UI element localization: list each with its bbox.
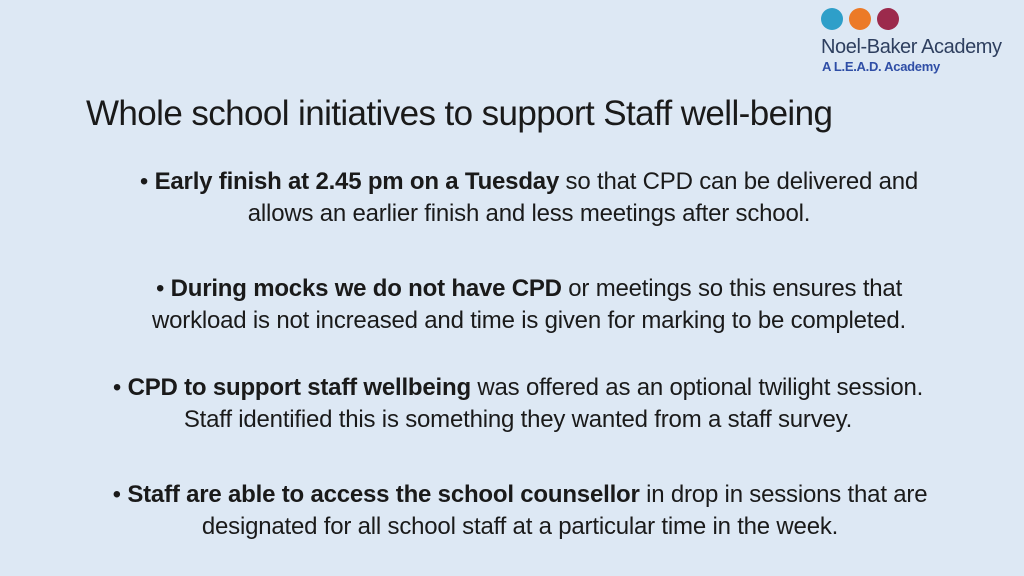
bullet-text: so that CPD can be delivered and: [559, 168, 919, 195]
logo-academy-name: Noel-Baker Academy: [821, 36, 1002, 58]
academy-logo: [820, 8, 1020, 78]
bullet-line-1: • During mocks we do not have CPD or meetings so this ensures that: [155, 275, 903, 302]
logo-dot-maroon: [877, 8, 899, 30]
bullet-mocks-no-cpd: [84, 273, 974, 337]
bullet-school-counsellor: [60, 479, 980, 543]
bullet-line-2: designated for all school staff at a particular time in the week.: [201, 513, 839, 540]
bullet-bold-text: During mocks we do not have CPD: [170, 275, 562, 302]
logo-tagline: A L.E.A.D. Academy: [822, 59, 940, 74]
logo-dot-blue: [821, 8, 843, 30]
bullet-bold-text: CPD to support staff wellbeing: [127, 374, 471, 401]
bullet-bold-text: Early finish at 2.45 pm on a Tuesday: [154, 168, 560, 195]
bullet-text: was offered as an optional twilight session.: [470, 374, 924, 401]
bullet-line-1: • CPD to support staff wellbeing was offered as an optional twilight session.: [112, 374, 924, 401]
bullet-text: or meetings so this ensures that: [561, 275, 903, 302]
bullet-text: in drop in sessions that are: [639, 481, 928, 508]
bullet-bold-text: Staff are able to access the school counsellor: [127, 481, 640, 508]
bullet-line-1: • Early finish at 2.45 pm on a Tuesday so that CPD can be delivered and: [139, 168, 919, 195]
logo-dot-orange: [849, 8, 871, 30]
bullet-line-1: • Staff are able to access the school counsellor in drop in sessions that are: [112, 481, 928, 508]
slide-title: Whole school initiatives to support Staff well-being: [86, 94, 833, 133]
bullet-cpd-wellbeing: [48, 372, 988, 436]
bullet-line-2: Staff identified this is something they wanted from a staff survey.: [183, 406, 853, 433]
bullet-line-2: workload is not increased and time is given for marking to be completed.: [152, 307, 906, 334]
bullet-early-finish: [84, 166, 974, 230]
bullet-line-2: allows an earlier finish and less meetings after school.: [247, 200, 811, 227]
